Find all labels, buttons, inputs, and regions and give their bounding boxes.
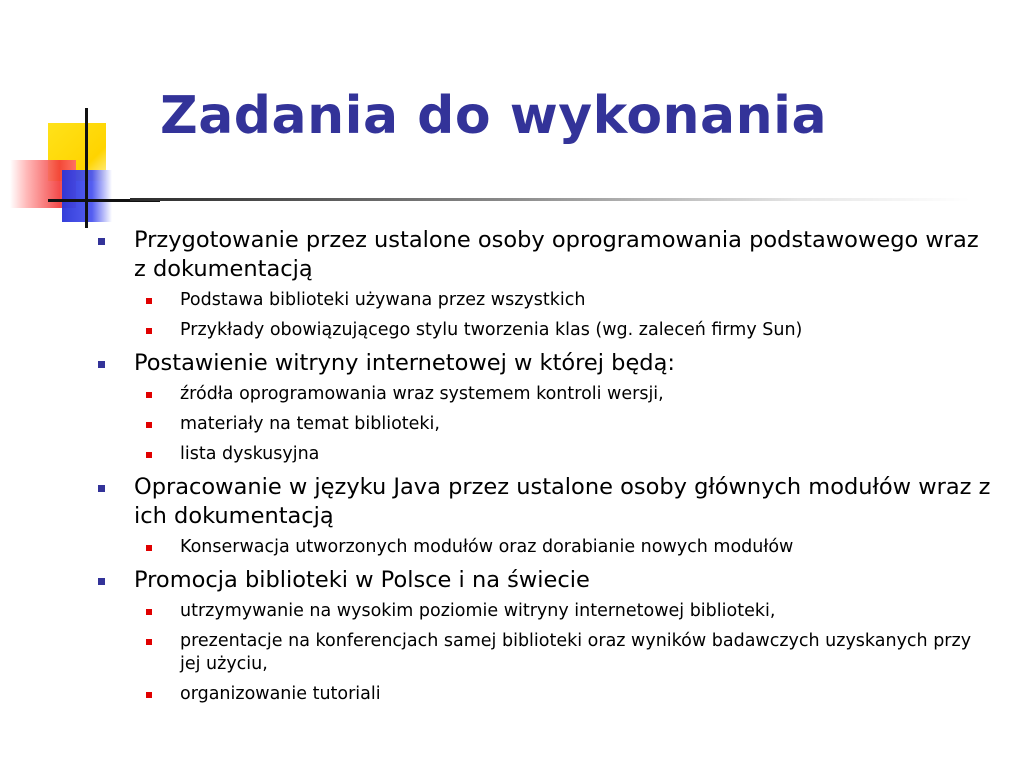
sub-bullet-text: źródła oprogramowania wraz systemem kontroli wersji, <box>180 384 664 404</box>
title-underline <box>130 198 970 201</box>
square-bullet-icon <box>146 545 152 551</box>
bullet-item <box>96 226 996 342</box>
sub-bullet-item <box>134 289 996 312</box>
square-bullet-icon <box>98 238 105 245</box>
square-bullet-icon <box>98 361 105 368</box>
bullet-text: Przygotowanie przez ustalone osoby oprogramowania podstawowego wraz z dokumentacją <box>134 227 979 282</box>
sub-bullet-item <box>134 413 996 436</box>
square-bullet-icon <box>146 298 152 304</box>
sub-list <box>134 600 996 706</box>
bullet-text: Postawienie witryny internetowej w której będą: <box>134 350 675 376</box>
sub-bullet-item <box>134 536 996 559</box>
sub-bullet-item <box>134 683 996 706</box>
sub-bullet-item <box>134 383 996 406</box>
sub-bullet-text: prezentacje na konferencjach samej biblioteki oraz wyników badawczych uzyskanych przy jej użyciu, <box>180 631 972 674</box>
sub-bullet-text: organizowanie tutoriali <box>180 684 381 704</box>
bullet-text: Opracowanie w języku Java przez ustalone osoby głównych modułów wraz z ich dokumentacją <box>134 474 991 529</box>
sub-bullet-text: utrzymywanie na wysokim poziomie witryny internetowej biblioteki, <box>180 601 776 621</box>
square-bullet-icon <box>146 422 152 428</box>
sub-bullet-item <box>134 600 996 623</box>
sub-bullet-text: Konserwacja utworzonych modułów oraz dorabianie nowych modułów <box>180 537 794 557</box>
square-bullet-icon <box>98 485 105 492</box>
sub-bullet-item <box>134 630 996 676</box>
bullet-item <box>96 473 996 559</box>
bullet-item <box>96 566 996 706</box>
sub-bullet-item <box>134 443 996 466</box>
sub-bullet-item <box>134 319 996 342</box>
decorative-squares-logo <box>0 100 160 230</box>
square-bullet-icon <box>146 639 152 645</box>
sub-bullet-text: Przykłady obowiązującego stylu tworzenia klas (wg. zaleceń firmy Sun) <box>180 320 803 340</box>
sub-list <box>134 383 996 466</box>
bullet-item <box>96 349 996 466</box>
vertical-line <box>85 108 88 228</box>
sub-list <box>134 536 996 559</box>
bullet-text: Promocja biblioteki w Polsce i na świecie <box>134 567 590 593</box>
sub-bullet-text: Podstawa biblioteki używana przez wszystkich <box>180 290 586 310</box>
square-bullet-icon <box>98 578 105 585</box>
slide-title: Zadania do wykonania <box>160 86 828 146</box>
square-bullet-icon <box>146 392 152 398</box>
sub-bullet-text: lista dyskusyjna <box>180 444 320 464</box>
bullet-list <box>96 226 996 706</box>
slide-content <box>96 226 996 713</box>
square-bullet-icon <box>146 328 152 334</box>
square-bullet-icon <box>146 609 152 615</box>
sub-bullet-text: materiały na temat biblioteki, <box>180 414 440 434</box>
square-bullet-icon <box>146 452 152 458</box>
sub-list <box>134 289 996 342</box>
square-bullet-icon <box>146 692 152 698</box>
